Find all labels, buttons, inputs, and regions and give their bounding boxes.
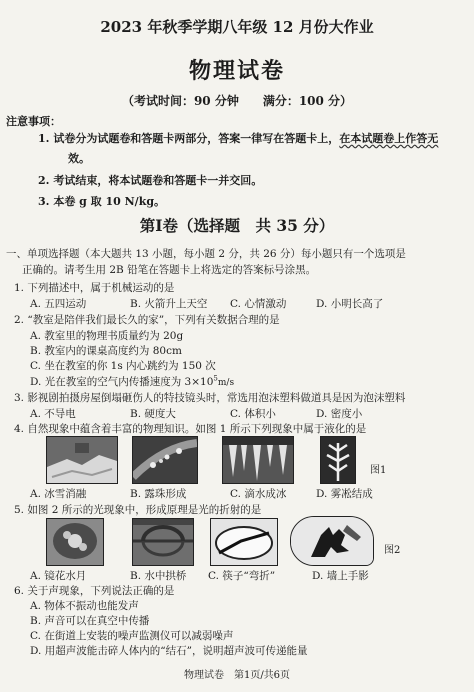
q2-option-d-exponent: 5: [213, 374, 218, 383]
q5-stem: 5. 如图 2 所示的光现象中，形成原理是光的折射的是: [14, 504, 262, 516]
q1-stem: 1. 下列描述中，属于机械运动的是: [14, 282, 175, 294]
q3-option-a: A. 不导电: [30, 408, 76, 420]
q3-stem: 3. 影视剧拍摄房屋倒塌砸伤人的特技镜头时，常选用泡沫塑料做道具是因为泡沫塑料: [14, 392, 406, 404]
section-title: 第Ⅰ卷（选择题 共 35 分）: [139, 216, 335, 235]
q6-option-d: D. 用超声波能击碎人体内的“结石”，说明超声波可传递能量: [30, 645, 308, 657]
notice-item-1-text: 1. 试卷分为试题卷和答题卡两部分，答案一律写在答题卡上，: [38, 132, 340, 145]
q2-option-d: [30, 374, 234, 389]
notice-item-1-emphasis: 在本试题卷上作答无: [339, 132, 439, 145]
q1-option-d: D. 小明长高了: [316, 298, 384, 310]
q5-option-b: B. 水中拱桥: [130, 570, 187, 582]
page-footer: 物理试卷 第1页/共6页: [183, 670, 291, 681]
figure-1-label: 图1: [370, 465, 387, 476]
exam-header-line: 2023 年秋季学期八年级 12 月份大作业: [100, 18, 374, 36]
q2-option-a: A. 教室里的物理书质量约为 20g: [30, 330, 184, 342]
q2-option-b: B. 教室内的课桌高度约为 80cm: [30, 345, 182, 357]
chopsticks-in-water-photo: [210, 518, 278, 566]
mirror-flower-photo: [46, 518, 104, 566]
notice-item-3: 3. 本卷 g 取 10 N/kg。: [38, 195, 166, 208]
q3-option-c: C. 体积小: [230, 408, 276, 420]
q2-option-d-text: D. 光在教室的空气内传播速度为 3×10: [30, 376, 214, 388]
page-title: 物理试卷: [188, 58, 285, 84]
q2-option-c: C. 坐在教室的你 1s 内心跳约为 150 次: [30, 360, 216, 372]
q6-option-c: C. 在街道上安装的噪声监测仪可以减弱噪声: [30, 630, 234, 642]
q4-option-b: B. 露珠形成: [130, 488, 187, 500]
arch-bridge-photo: [132, 518, 194, 566]
q6-option-b: B. 声音可以在真空中传播: [30, 615, 150, 627]
q2-option-d-unit: m/s: [217, 378, 235, 388]
q1-option-c: C. 心情激动: [230, 298, 287, 310]
exam-info: （考试时间：90 分钟 满分：100 分）: [121, 94, 353, 108]
ice-melting-photo: [46, 436, 118, 484]
q1-option-b: B. 火箭升上天空: [130, 298, 208, 310]
q2-stem: 2. “教室是陪伴我们最长久的家”，下列有关数据合理的是: [14, 314, 280, 326]
q5-option-c: C. 筷子“弯折”: [208, 570, 276, 582]
q4-option-c: C. 滴水成冰: [230, 488, 287, 500]
q3-option-b: B. 硬度大: [130, 408, 176, 420]
q4-option-a: A. 冰雪消融: [30, 488, 87, 500]
q5-option-d: D. 墙上手影: [312, 570, 369, 582]
q6-option-a: A. 物体不振动也能发声: [30, 600, 139, 612]
icicles-photo: [222, 436, 294, 484]
q3-option-d: D. 密度小: [316, 408, 363, 420]
notice-item-2: 2. 考试结束，将本试题卷和答题卡一并交回。: [38, 174, 263, 187]
part1-instruction-2: 正确的。请考生用 2B 铅笔在答题卡上将选定的答案标号涂黑。: [22, 264, 317, 276]
q4-stem: 4. 自然现象中蕴含着丰富的物理知识。如图 1 所示下列现象中属于液化的是: [14, 423, 367, 435]
figure-2-label: 图2: [384, 545, 401, 556]
q1-option-a: A. 五四运动: [30, 298, 87, 310]
rime-ice-photo: [320, 436, 356, 484]
part1-instruction-1: 一、单项选择题（本大题共 13 小题，每小题 2 分，共 26 分）每小题只有一个选项是: [6, 248, 406, 260]
q5-option-a: A. 镜花水月: [30, 570, 87, 582]
hand-shadow-photo: [290, 516, 374, 566]
dew-drops-photo: [132, 436, 198, 484]
q4-option-d: D. 雾凇结成: [316, 488, 373, 500]
notice-heading: 注意事项：: [6, 115, 61, 128]
notice-item-1: [38, 130, 438, 146]
q6-stem: 6. 关于声现象，下列说法正确的是: [14, 585, 175, 597]
notice-item-1-end: 效。: [68, 152, 90, 165]
